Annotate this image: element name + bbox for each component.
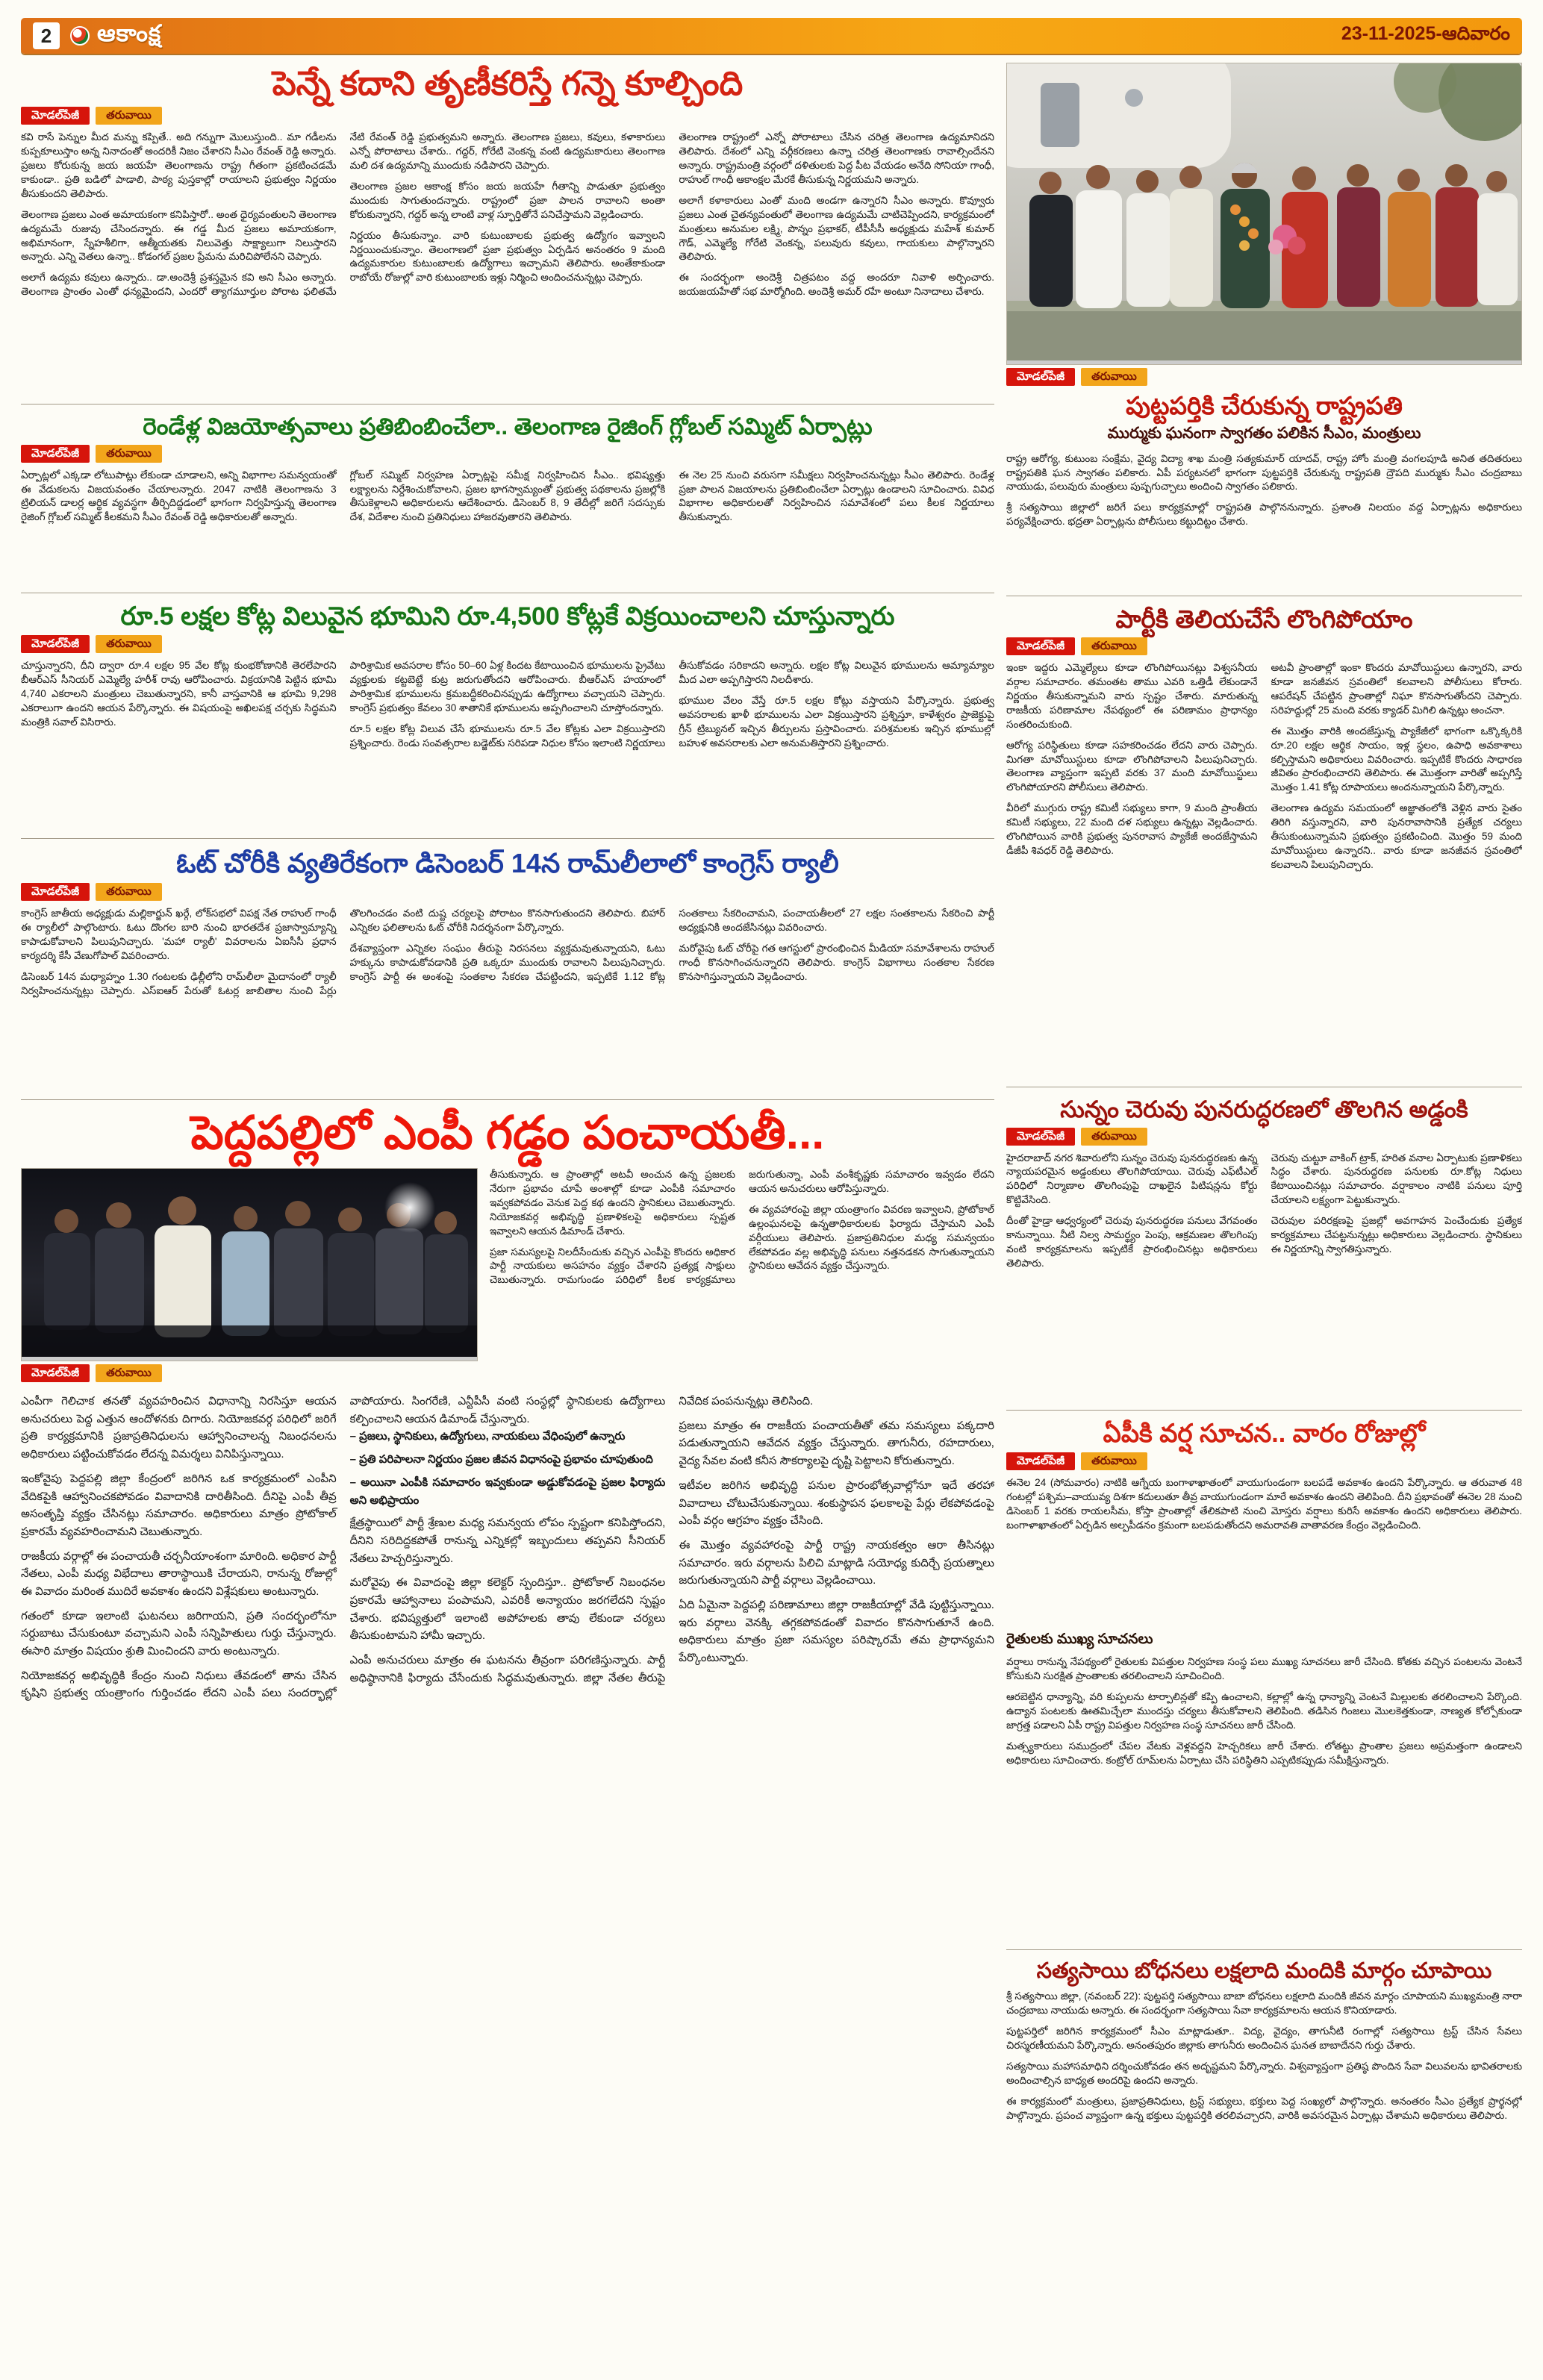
paragraph: ఈ మొత్తం వ్యవహారంపై పార్టీ రాష్ట్ర నాయకత్వం ఆరా తీసినట్లు సమాచారం. ఇరు వర్గాలను పిలిచి మాట్లాడి సయోధ్య కుదిర్చే ప్రయత్నాలు జరుగుతున్నాయని పార్టీ వర్గాలు వెల్లడించాయి.	[679, 1538, 994, 1587]
continuation-tag: తరువాయి	[96, 1364, 162, 1382]
paragraph: వీరిలో ముగ్గురు రాష్ట్ర కమిటీ సభ్యులు కాగా, 9 మంది ప్రాంతీయ కమిటీ సభ్యులు, 22 మంది దళ సభ్యులు ఉన్నట్లు వెల్లడించారు. లొంగిపోయిన వారికి ప్రభుత్వ పునరావాస ప్యాకేజీ అందజేస్తామని డీజీపీ శివధర్ రెడ్డి తెలిపారు.	[1006, 802, 1258, 856]
model-page-tag: మోడల్‌పేజీ	[21, 1364, 90, 1382]
article-land-sale	[21, 593, 994, 831]
paragraph: భూముల వేలం వేస్తే రూ.5 లక్షల కోట్లు వస్తాయని పేర్కొన్నారు. ప్రభుత్వ అవసరాలకు ఖాళీ భూములను ఎలా విక్రయిస్తారని ప్రశ్నిస్తూ, కాళేశ్వరం ప్రాజెక్టుపై గ్రీన్ ట్రిబ్యునల్ ఇచ్చిన తీర్పులను ప్రస్తావించారు. పరిశ్రమలకు ఇచ్చిన భూముల్లో బహుళ అవసరాలకు ఎలా అనుమతిస్తారని ప్రశ్నించారు.	[679, 695, 994, 749]
paragraph: పుట్టపర్తిలో జరిగిన కార్యక్రమంలో సీఎం మాట్లాడుతూ.. విద్య, వైద్యం, తాగునీటి రంగాల్లో సత్యసాయి ట్రస్ట్ చేసిన సేవలు చిరస్మరణీయమని పేర్కొన్నారు. అనంతపురం జిల్లాకు తాగునీరు అందించిన ఘనత బాబాదేనని గుర్తు చేశారు.	[1006, 2026, 1522, 2052]
paragraph: అలాగే కళాకారులు ఎంతో మంది అండగా ఉన్నారని సీఎం అన్నారు. కొవ్వూరు ప్రజలు ఎంత చైతన్యవంతులో తెలంగాణ ఉద్యమమే చాటిచెప్పిందని, కార్యక్రమంలో మంత్రులు అనుమల లక్ష్మి, పొన్నం ప్రభాకర్, టీపీసీసీ అధ్యక్షుడు మహేశ్ కుమార్ గౌడ్, ఎమ్మెల్యే గోరేటి వెంకన్న, పలువురు కవులు, గాయకులు పాల్గొన్నారని తెలిపారు.	[679, 194, 994, 263]
rising-body	[21, 469, 994, 585]
continuation-tag: తరువాయి	[96, 635, 162, 653]
paragraph: ప్రజా సమస్యలపై నిలదీసేందుకు వచ్చిన ఎంపీపై కొందరు అధికార పార్టీ నాయకులు అసహనం వ్యక్తం చేశారని ప్రత్యక్ష సాక్షులు చెబుతున్నారు. రామగుండం పరిధిలో కీలక కార్యక్రమాలు జరుగుతున్నా, ఎంపీ వంశీకృష్ణకు సమాచారం ఇవ్వడం లేదని ఆయన అనుచరులు ఆరోపిస్తున్నారు.	[490, 1169, 994, 1286]
article-peddapalli	[21, 1099, 994, 2355]
paragraph: దీంతో హైడ్రా ఆధ్వర్యంలో చెరువు పునరుద్ధరణ పనులు వేగవంతం కానున్నాయి. నీటి నిల్వ సామర్థ్యం పెంపు, ఆక్రమణల తొలగింపు వంటి కార్యక్రమాలను ఇప్పటికే ప్రారంభించినట్లు అధికారులు తెలిపారు.	[1006, 1215, 1258, 1269]
paragraph: మత్స్యకారులు సముద్రంలో చేపల వేటకు వెళ్లవద్దని హెచ్చరికలు జారీ చేశారు. లోతట్టు ప్రాంతాల ప్రజలు అప్రమత్తంగా ఉండాలని అధికారులు సూచించారు. కంట్రోల్ రూమ్‌లను ఏర్పాటు చేసి పరిస్థితిని ఎప్పటికప్పుడు సమీక్షిస్తున్నారు.	[1006, 1740, 1522, 1766]
paragraph: అలాగే ఉద్యమ కవులు ఉన్నారు.. డా.అందెశ్రీ ప్రశస్తమైన కవి అని సీఎం అన్నారు. తెలంగాణ ప్రాంతం ఎంతో ధన్యమైందని, ఎందరో త్యాగమూర్తుల పోరాట ఫలితమే నేటి రేవంత్ రెడ్డి ప్రభుత్వమని అన్నారు. తెలంగాణ ప్రజలు, కవులు, కళాకారులు ఎన్నో పోరాటాలు చేశారు.. గద్దర్, గోరేటి వెంకన్న వంటి ఉద్యమకారులు తెలంగాణ మలి దశ ఉద్యమాన్ని ముందుకు నడిపారని చెప్పారు.	[21, 131, 666, 298]
rain-advice-body	[1006, 1655, 1522, 1942]
peddapalli-photo-block	[21, 1168, 478, 1388]
president-body	[1006, 452, 1522, 588]
article-surrender	[1006, 596, 1522, 1080]
continuation-tag: తరువాయి	[1081, 1128, 1147, 1146]
photo-byline	[1006, 368, 1522, 386]
edition-date: 23-11-2025-ఆదివారం	[1341, 22, 1510, 44]
article-rising-summit	[21, 404, 994, 584]
byline	[21, 107, 994, 125]
paragraph: పారిశ్రామిక అవసరాల కోసం 50–60 ఏళ్ల కిందట కేటాయించిన భూములను ప్రైవేటు వ్యక్తులకు కట్టబెట్టే కుట్ర జరుగుతోందని ఆరోపించారు. బీఆర్ఎస్ హయాంలో పారిశ్రామిక భూములను క్రమబద్ధీకరించినప్పుడు ఉద్యోగాలు వచ్చాయని చెప్పారు. కాంగ్రెస్ ప్రభుత్వం కేవలం 30 శాతానికే భూములను అప్పగించాలని చూస్తోందన్నారు.	[349, 660, 666, 714]
paragraph: తెలంగాణ ప్రజల ఆకాంక్ష కోసం జయ జయహే గీతాన్ని పాడుతూ ప్రభుత్వం ముందుకు సాగుతుందన్నారు. రాష్ట్రంలో ప్రజా పాలన రావాలని అంతా కోరుకున్నారని, గద్దర్ అన్న లాంటి వాళ్ల స్ఫూర్తితోనే పనిచేస్తామని వెల్లడించారు.	[349, 180, 666, 220]
surrender-headline: పార్టీకి తెలియచేసే లొంగిపోయాం	[1115, 605, 1413, 633]
model-page-tag: మోడల్‌పేజీ	[1006, 637, 1075, 655]
paragraph: దేశవ్యాప్తంగా ఎన్నికల సంఘం తీరుపై నిరసనలు వ్యక్తమవుతున్నాయని, ఓటు హక్కును కాపాడుకోవడానికి ప్రతి ఒక్కరూ ముందుకు రావాలని పిలుపునిచ్చారు. కాంగ్రెస్ పార్టీ ఈ అంశంపై సంతకాల సేకరణ చేపట్టిందని, ఇప్పటికే 1.12 కోట్ల సంతకాలు సేకరించామని, పంచాయతీలలో 27 లక్షల సంతకాలను సేకరించి పార్టీ అధ్యక్షునికి అందజేసినట్లు వివరించారు.	[349, 908, 994, 982]
peddapalli-side-body	[490, 1168, 994, 1383]
paragraph: ఈనెల 24 (సోమవారం) నాటికి ఆగ్నేయ బంగాళాఖాతంలో వాయుగుండంగా బలపడే అవకాశం ఉందని పేర్కొన్నారు. ఆ తరువాత 48 గంటల్లో పశ్చిమ–వాయువ్య దిశగా కదులుతూ తీవ్ర వాయుగుండంగా మారే అవకాశం ఉందని తెలిపింది. దీని ప్రభావంతో ఈనెల 28 నుంచి డిసెంబర్ 1 వరకు రాయలసీమ, కోస్తా ప్రాంతాల్లో తేలికపాటి నుంచి మోస్తరు వర్షాలు కురిసే అవకాశం ఉందని అధికారులు తెలిపారు. బంగాళాఖాతంలో ఏర్పడిన అల్పపీడనం క్రమంగా బలపడుతోందని అమరావతి వాతావరణ కేంద్రం వెల్లడించింది.	[1006, 1477, 1522, 1531]
peddapalli-bullet-points	[350, 1428, 666, 1509]
photo-president-welcome	[1006, 63, 1522, 365]
peddapalli-headline: పెద్దపల్లిలో ఎంపీ గడ్డం పంచాయతీ...	[190, 1108, 825, 1160]
continuation-tag: తరువాయి	[1081, 637, 1147, 655]
sathyasai-headline: సత్యసాయి బోధనలు లక్షలాది మందికి మార్గం చూపాయి	[1036, 1959, 1492, 1984]
byline	[1006, 1128, 1522, 1146]
paragraph: నియోజకవర్గ అభివృద్ధికి కేంద్రం నుంచి నిధులు తేవడంలో తాను చేసిన కృషిని ప్రభుత్వ యంత్రాంగం గుర్తించడం లేదని ఎంపీ పలు సందర్భాల్లో వాపోయారు. సింగరేణి, ఎన్టీపీసీ వంటి సంస్థల్లో స్థానికులకు ఉద్యోగాలు కల్పించాలని ఆయన డిమాండ్ చేస్తున్నారు.	[21, 1395, 666, 1700]
paragraph: రూ.5 లక్షల కోట్ల విలువ చేసే భూములను రూ.5 వేల కోట్లకు ఎలా విక్రయిస్తారని ప్రశ్నించారు. రెండు సంవత్సరాల బడ్జెట్‌కు సరిపడా నిధుల కోసం ఇలాంటి నిర్ణయాలు తీసుకోవడం సరికాదని అన్నారు. లక్షల కోట్ల విలువైన భూములను ఆమ్యామ్యాల మీద ఎలా అప్పగిస్తారని నిలదీశారు.	[349, 660, 994, 749]
byline	[1006, 1452, 1522, 1470]
land-body	[21, 659, 994, 831]
paragraph: హైదరాబాద్ నగర శివారులోని సున్నం చెరువు పునరుద్ధరణకు ఉన్న న్యాయపరమైన అడ్డంకులు తొలగిపోయాయి. చెరువు ఎఫ్‌టీఎల్ పరిధిలో నిర్మాణాల తొలగింపుపై దాఖలైన పిటిషన్లను కోర్టు కొట్టివేసింది.	[1006, 1152, 1258, 1206]
paragraph: చూస్తున్నారని, దీని ద్వారా రూ.4 లక్షల 95 వేల కోట్ల కుంభకోణానికి తెరలేపారని బీఆర్ఎస్ సీనియర్ ఎమ్మెల్యే హరీశ్ రావు ఆరోపించారు. విక్రయానికి పెట్టిన భూమి 4,740 ఎకరాలని మంత్రులు చెబుతున్నారని, కానీ వాస్తవానికి ఆ భూమి 9,298 ఎకరాలుగా ఉందని ఆయన పేర్కొన్నారు. ఈ విషయంపై అఖిలపక్ష చర్చకు సిద్ధమని మంత్రికి సవాల్ విసిరారు.	[21, 660, 337, 728]
article-main	[21, 64, 994, 396]
byline	[1006, 637, 1522, 655]
paragraph: ఇంకోవైపు పెద్దపల్లి జిల్లా కేంద్రంలో జరిగిన ఒక కార్యక్రమంలో ఎంపీని వేదికపైకి ఆహ్వానించకపోవడం వివాదానికి దారితీసింది. దీనిపై ఎంపీ తీవ్ర అసంతృప్తి వ్యక్తం చేసినట్లు సమాచారం. అధికారులు మాత్రం ప్రోటోకాల్ ప్రకారమే వ్యవహరించామని చెబుతున్నారు.	[21, 1472, 337, 1538]
paragraph: ఈ మొత్తం వారికి అందజేస్తున్న ప్యాకేజీలో భాగంగా ఒక్కొక్కరికి రూ.20 లక్షల ఆర్థిక సాయం, ఇళ్ల స్థలం, ఉపాధి అవకాశాలు కల్పిస్తామని అధికారులు వివరించారు. ఇప్పటికే కొందరు సాధారణ జీవితం ప్రారంభించారని తెలిపారు. ఈ మొత్తంగా వారితో అప్పగిస్తే మొత్తం 1.41 కోట్ల రూపాయలు అందనున్నాయని పేర్కొన్నారు.	[1271, 725, 1522, 793]
byline	[21, 445, 994, 463]
paragraph: తెలంగాణ రాష్ట్రంలో ఎన్నో పోరాటాలు చేసిన చరిత్ర తెలంగాణ ఉద్యమానిదని తెలిపారు. దేశంలో ఎన్ని వర్గీకరణలు ఉన్నా చరిత్ర తెలంగాణకు రావాల్సిందేనని అన్నారు. రాష్ట్రమంత్రి వర్గంలో దళితులకు పెద్ద పీట వేయడం అనేది సోనియా గాంధీ, రాహుల్ గాంధీ ఆకాంక్షల మేరకే తీసుకున్న నిర్ణయమని అన్నారు.	[679, 131, 994, 185]
newspaper-title: ఆకాంక్ష	[97, 19, 162, 46]
rain-headline: ఏపీకి వర్ష సూచన.. వారం రోజుల్లో	[1103, 1419, 1426, 1448]
president-subhead: ముర్ముకు ఘనంగా స్వాగతం పలికిన సీఎం, మంత్రులు	[1107, 424, 1421, 442]
paragraph: ఎంపీ అనుచరులు మాత్రం ఈ ఘటనను తీవ్రంగా పరిగణిస్తున్నారు. పార్టీ అధిష్ఠానానికి ఫిర్యాదు చేసేందుకు సిద్ధమవుతున్నారు. జిల్లా నేతల తీరుపై నివేదిక పంపనున్నట్లు తెలిసింది.	[349, 1395, 814, 1684]
model-page-tag: మోడల్‌పేజీ	[1006, 368, 1075, 386]
paragraph: అటవీ ప్రాంతాల్లో ఇంకా కొందరు మావోయిస్టులు ఉన్నారని, వారు కూడా జనజీవన స్రవంతిలో కలవాలని పోలీసులు కోరారు. ఆపరేషన్ చేపట్టిన ప్రాంతాల్లో నిఘా కొనసాగుతోందని చెప్పారు. సరిహద్దుల్లో 25 మంది వరకు క్యాడర్ మిగిలి ఉన్నట్లు అంచనా.	[1271, 662, 1522, 716]
paragraph: కవి రాసే పెన్నుల మీద మన్ను కప్పితే.. అది గన్నుగా మొలుస్తుంది.. మా గడీలను కుప్పకూలుస్తాం అన్న నినాదంతో అందరికీ నిజం చేశారని సీఎం రేవంత్ రెడ్డి అన్నారు. ప్రజలు కోరుకున్న జయ జయహే తెలంగాణను రాష్ట్ర గీతంగా ప్రకటించడమే కాకుండా.. ప్రతి బడిలో పాడాలి, పాఠ్య పుస్తకాల్లో రాయాలని ప్రభుత్వం నిర్ణయం తీసుకుందని తెలిపారు.	[21, 131, 337, 199]
continuation-tag: తరువాయి	[1081, 1452, 1147, 1470]
paragraph: సత్యసాయి మహాసమాధిని దర్శించుకోవడం తన అదృష్టమని పేర్కొన్నారు. విశ్వవ్యాప్తంగా ప్రతిష్ఠ పొందిన సేవా విలువలను భావితరాలకు అందించాల్సిన బాధ్యత అందరిపై ఉందని అన్నారు.	[1006, 2060, 1522, 2086]
paragraph: రాష్ట్ర ఆరోగ్య, కుటుంబ సంక్షేమ, వైద్య విద్యా శాఖ మంత్రి సత్యకుమార్ యాదవ్, రాష్ట్ర హోం మంత్రి వంగలపూడి అనిత తదితరులు రాష్ట్రపతికి ఘన స్వాగతం పలికారు. ఏపీ పర్యటనలో భాగంగా పుట్టపర్తికి చేరుకున్న రాష్ట్రపతి ద్రౌపది ముర్ముకు సీఎం చంద్రబాబు నాయుడు, పలువురు మంత్రులు పుష్పగుచ్ఛాలు అందించి స్వాగతం పలికారు.	[1006, 452, 1522, 493]
lake-headline: సున్నం చెరువు పునరుద్ధరణలో తొలగిన అడ్డంకి	[1060, 1096, 1468, 1123]
lake-body	[1006, 1152, 1522, 1402]
land-headline: రూ.5 లక్షల కోట్ల విలువైన భూమిని రూ.4,500 కోట్లకే విక్రయించాలని చూస్తున్నారు	[120, 602, 895, 631]
model-page-tag: మోడల్‌పేజీ	[21, 107, 90, 125]
sathyasai-body	[1006, 1990, 1522, 2282]
paragraph: తీసుకున్నారు. ఆ ప్రాంతాల్లో అటవీ అంచున ఉన్న ప్రజలకు నేరుగా ప్రభావం చూపే అంశాల్లో కూడా ఎంపీకి సమాచారం ఇవ్వకపోవడం వెనుక పెద్ద కథ ఉందని స్థానికులు చెబుతున్నారు. నియోజకవర్గ అభివృద్ధి ప్రణాళికలపై అధికారులు స్పష్టత ఇవ్వాలని ఆయన డిమాండ్ చేశారు.	[490, 1169, 735, 1237]
paragraph: శ్రీ సత్యసాయి జిల్లా, (నవంబర్ 22): పుట్టపర్తి సత్యసాయి బాబా బోధనలు లక్షలాది మందికి జీవన మార్గం చూపాయని ముఖ్యమంత్రి నారా చంద్రబాబు నాయుడు అన్నారు. ఈ సందర్భంగా సత్యసాయి సేవా కార్యక్రమాలను ఆయన కొనియాడారు.	[1006, 1990, 1522, 2017]
page-content	[21, 63, 1522, 2363]
article-lake-restoration	[1006, 1087, 1522, 1402]
president-headline: పుట్టపర్తికి చేరుకున్న రాష్ట్రపతి	[1126, 392, 1403, 419]
paragraph: ప్రజలు మాత్రం ఈ రాజకీయ పంచాయతీతో తమ సమస్యలు పక్కదారి పడుతున్నాయని ఆవేదన వ్యక్తం చేస్తున్నారు. తాగునీరు, రహదారులు, వైద్య సేవల వంటి కనీస సౌకర్యాలపై దృష్టి పెట్టాలని కోరుతున్నారు.	[679, 1419, 994, 1468]
model-page-tag: మోడల్‌పేజీ	[21, 635, 90, 653]
paragraph: – ప్రతి పరిపాలనా నిర్ణయం ప్రజల జీవన విధానంపై ప్రభావం చూపుతుంది	[349, 1453, 653, 1467]
article-president-arrival	[1006, 63, 1522, 588]
masthead-bar	[21, 18, 1522, 54]
paragraph: తెలంగాణ ప్రజలు ఎంత అమాయకంగా కనిపిస్తారో.. అంత ధైర్యవంతులని తెలంగాణ ఉద్యమమే రుజువు చేసిందన్నారు. ఈ గడ్డ మీద ప్రజలు అమాయకంగా, అభిమానంగా, స్నేహశీలిగా, ఆత్మీయతకు నిలువెత్తు సాక్ష్యాలుగా నిలుస్తారని అన్నారు. ఎన్ని వెతలు ఉన్నా.. కోడంగల్ ప్రజల ప్రేమను మరిచిపోలేనని చెప్పారు.	[21, 208, 337, 263]
paragraph: చెరువు చుట్టూ వాకింగ్ ట్రాక్, హరిత వనాల ఏర్పాటుకు ప్రణాళికలు సిద్ధం చేశారు. పునరుద్ధరణ పనులకు రూ.కోట్ల నిధులు కేటాయించినట్లు సమాచారం. వర్షాకాలం నాటికి పనులు పూర్తి చేయాలని లక్ష్యంగా పెట్టుకున్నారు.	[1271, 1152, 1522, 1206]
paragraph: ఆరబెట్టిన ధాన్యాన్ని, వరి కుప్పలను టార్పాలిన్లతో కప్పి ఉంచాలని, కల్లాల్లో ఉన్న ధాన్యాన్ని వెంటనే మిల్లులకు తరలించాలని పేర్కొంది. ఉద్యాన పంటలకు ఊతమిచ్చేలా ముందస్తు చర్యలు తీసుకోవాలని తెలిపింది. తడిసిన గింజలు మొలకెత్తకుండా, నాణ్యత కోల్పోకుండా జాగ్రత్త పడాలని ఏపీ రాష్ట్ర విపత్తుల నిర్వహణ సంస్థ సూచనలు జారీ చేసింది.	[1006, 1691, 1522, 1731]
surrender-body	[1006, 661, 1522, 1079]
paragraph: ఏర్పాట్లలో ఎక్కడా లోటుపాట్లు లేకుండా చూడాలని, అన్ని విభాగాల సమన్వయంతో ఈ వేడుకలను విజయవంతం చేయాలన్నారు. 2047 నాటికి తెలంగాణను 3 ట్రిలియన్ డాలర్ల ఆర్థిక వ్యవస్థగా తీర్చిదిద్దడంలో భాగంగా నిర్వహిస్తున్న తెలంగాణ రైజింగ్ గ్లోబల్ సమ్మిట్ కీలకమని సీఎం రేవంత్ రెడ్డి అధికారులతో అన్నారు.	[21, 469, 337, 523]
photo-byline	[21, 1364, 478, 1382]
paragraph: ఇటీవల జరిగిన అభివృద్ధి పనుల ప్రారంభోత్సవాల్లోనూ ఇదే తరహా వివాదాలు చోటుచేసుకున్నాయి. శంకుస్థాపన ఫలకాలపై పేర్లు లేకపోవడంపై ఎంపీ వర్గం ఆగ్రహం వ్యక్తం చేసింది.	[679, 1478, 994, 1528]
paragraph: ఇంకా ఇద్దరు ఎమ్మెల్యేలు కూడా లొంగిపోయినట్లు విశ్వసనీయ వర్గాల సమాచారం. తమంతట తాము ఎవరి ఒత్తిడీ లేకుండానే నిర్ణయం తీసుకున్నామని వారు స్పష్టం చేశారు. మారుతున్న రాజకీయ పరిణామాల నేపథ్యంలో ఈ పరిణామం ప్రాధాన్యం సంతరించుకుంది.	[1006, 662, 1258, 730]
paragraph: డిసెంబర్ 14న మధ్యాహ్నం 1.30 గంటలకు ఢిల్లీలోని రామ్‌లీలా మైదానంలో ర్యాలీ నిర్వహించనున్నట్లు చెప్పారు. ఎస్ఐఆర్ పేరుతో ఓటర్ల జాబితాల నుంచి పేర్లు తొలగించడం వంటి దుష్ట చర్యలపై పోరాటం కొనసాగుతుందని తెలిపారు. బిహార్ ఎన్నికల ఫలితాలను ఓట్ చోరీకి నిదర్శనంగా పేర్కొన్నారు.	[21, 908, 666, 996]
paragraph: ఈ నెల 25 నుంచి వరుసగా సమీక్షలు నిర్వహించనున్నట్లు సీఎం తెలిపారు. రెండేళ్ల ప్రజా పాలన విజయాలను ప్రతిబింబించేలా ఏర్పాట్లు ఉండాలని సూచించారు. వివిధ విభాగాల అధికారులతో నిర్వహించిన సమావేశంలో పలు కీలక నిర్ణయాలు తీసుకున్నారు.	[679, 469, 994, 523]
model-page-tag: మోడల్‌పేజీ	[1006, 1452, 1075, 1470]
rising-headline: రెండేళ్ల విజయోత్సవాలు ప్రతిబింబించేలా.. తెలంగాణ రైజింగ్ గ్లోబల్ సమ్మిట్ ఏర్పాట్లు	[143, 413, 873, 440]
continuation-tag: తరువాయి	[96, 107, 162, 125]
continuation-tag: తరువాయి	[1081, 368, 1147, 386]
byline	[21, 635, 994, 653]
paragraph: తెలంగాణ ఉద్యమ సమయంలో అజ్ఞాతంలోకి వెళ్లిన వారు సైతం తిరిగి వస్తున్నారని, వారి పునరావాసానికి ప్రత్యేక చర్యలు తీసుకుంటున్నామని ప్రభుత్వం ప్రకటించింది. మొత్తం 59 మంది మావోయిస్టులు ఉన్నారని.. వారు కూడా జనజీవన స్రవంతిలో కలవాలని పిలుపునిచ్చారు.	[1271, 802, 1522, 870]
model-page-tag: మోడల్‌పేజీ	[21, 445, 90, 463]
paragraph: శ్రీ సత్యసాయి జిల్లాలో జరిగే పలు కార్యక్రమాల్లో రాష్ట్రపతి పాల్గొననున్నారు. ప్రశాంతి నిలయం వద్ద ఏర్పాట్లను అధికారులు పర్యవేక్షించారు. భద్రతా ఏర్పాట్లను పోలీసులు కట్టుదిట్టం చేశారు.	[1006, 502, 1522, 528]
paragraph: నిర్ణయం తీసుకున్నాం. వారి కుటుంబాలకు ప్రభుత్వ ఉద్యోగం ఇవ్వాలని నిర్ణయించుకున్నాం. తెలంగాణలో ప్రజా ప్రభుత్వం ఏర్పడిన అనంతరం 9 మంది ఉద్యమకారుల కుటుంబాలకు ఉద్యోగాలు ఇచ్చామని తెలిపారు. అంతేకాకుండా రాబోయే రోజుల్లో వారి కుటుంబాలకు ఇళ్లు నిర్మించి అందించనున్నట్లు చెప్పారు.	[349, 229, 666, 284]
article-rain-forecast	[1006, 1410, 1522, 1943]
main-headline: పెన్నే కదాని తృణీకరిస్తే గన్నె కూల్చింది	[272, 64, 744, 102]
paragraph: గ్లోబల్ సమ్మిట్ నిర్వహణ ఏర్పాట్లపై సమీక్ష నిర్వహించిన సీఎం.. భవిష్యత్తు లక్ష్యాలను నిర్దేశించుకోవాలని, ప్రజల భాగస్వామ్యంతో ప్రభుత్వ పథకాలను ప్రజల్లోకి తీసుకెళ్లాలని అధికారులను ఆదేశించారు. డిసెంబర్ 8, 9 తేదీల్లో జరిగే సదస్సుకు దేశ, విదేశాల నుంచి ప్రతినిధులు హాజరవుతారని తెలిపారు.	[349, 469, 666, 523]
paragraph: క్షేత్రస్థాయిలో పార్టీ శ్రేణుల మధ్య సమన్వయ లోపం స్పష్టంగా కనిపిస్తోందని, దీనిని సరిదిద్దకపోతే రానున్న ఎన్నికల్లో ఇబ్బందులు తప్పవని సీనియర్ నేతలు హెచ్చరిస్తున్నారు.	[349, 1517, 666, 1565]
paragraph: – అయినా ఎంపీకి సమాచారం ఇవ్వకుండా అడ్డుకోవడంపై ప్రజల ఫిర్యాదు అని అభిప్రాయం	[349, 1475, 666, 1507]
paragraph: గతంలో కూడా ఇలాంటి ఘటనలు జరిగాయని, ప్రతి సందర్భంలోనూ సర్దుబాటు చేసుకుంటూ వచ్చామని ఎంపీ సన్నిహితులు గుర్తు చేస్తున్నారు. ఈసారి మాత్రం విషయం శ్రుతి మించిందని వారు అంటున్నారు.	[21, 1609, 337, 1658]
main-body	[21, 131, 994, 396]
rain-intro-body	[1006, 1476, 1522, 1625]
model-page-tag: మోడల్‌పేజీ	[21, 883, 90, 901]
article-sathyasai	[1006, 1949, 1522, 2282]
paragraph: ఈ సందర్భంగా అందెశ్రీ చిత్రపటం వద్ద అందరూ నివాళి అర్పించారు. జయజయహేతో సభ మార్మోగింది. అందెశ్రీ అమర్ రహే అంటూ నినాదాలు చేశారు.	[679, 272, 994, 298]
peddapalli-lower-body	[21, 1393, 994, 2355]
continuation-tag: తరువాయి	[96, 445, 162, 463]
article-congress-rally	[21, 838, 994, 1092]
paragraph: – ప్రజలు, స్థానికులు, ఉద్యోగులు, నాయకులు వేధింపులో ఉన్నారు	[349, 1430, 626, 1443]
model-page-tag: మోడల్‌పేజీ	[1006, 1128, 1075, 1146]
paragraph: మరోవైపు ఓట్ చోరీపై గత ఆగస్టులో ప్రారంభించిన మీడియా సమావేశాలను రాహుల్ గాంధీ కొనసాగించనున్నారని తెలిపారు. కాంగ్రెస్ విభాగాలు సంతకాల సేకరణ కొనసాగిస్తున్నాయని వెల్లడించారు.	[679, 943, 994, 982]
page-number: 2	[33, 22, 60, 49]
paragraph: ఆరోగ్య పరిస్థితులు కూడా సహకరించడం లేదని వారు చెప్పారు. మిగతా మావోయిస్టులు కూడా లొంగిపోవాలని పిలుపునిచ్చారు. తెలంగాణ వ్యాప్తంగా ఇప్పటి వరకు 37 మంది మావోయిస్టులు లొంగిపోయారని పోలీసులు తెలిపారు.	[1006, 739, 1258, 793]
paragraph: ఈ వ్యవహారంపై జిల్లా యంత్రాంగం వివరణ ఇవ్వాలని, ప్రోటోకాల్ ఉల్లంఘనలపై ఉన్నతాధికారులకు ఫిర్యాదు చేస్తామని ఎంపీ వర్గీయులు తెలిపారు. ప్రజాప్రతినిధుల మధ్య సమన్వయం లేకపోవడం వల్ల అభివృద్ధి పనులు నత్తనడకన సాగుతున్నాయని స్థానికులు ఆవేదన వ్యక్తం చేస్తున్నారు.	[749, 1203, 994, 1272]
paragraph: రాజకీయ వర్గాల్లో ఈ పంచాయతీ చర్చనీయాంశంగా మారింది. అధికార పార్టీ నేతలు, ఎంపీ మధ్య విభేదాలు తారాస్థాయికి చేరాయని, రానున్న రోజుల్లో ఈ వివాదం మరింత ముదిరే అవకాశం ఉందని విశ్లేషకులు అంటున్నారు.	[21, 1549, 337, 1598]
paragraph: ఏది ఏమైనా పెద్దపల్లి పరిణామాలు జిల్లా రాజకీయాల్లో వేడి పుట్టిస్తున్నాయి. ఇరు వర్గాలు వెనక్కి తగ్గకపోవడంతో వివాదం కొనసాగుతూనే ఉంది. అధికారులు మాత్రం ప్రజా సమస్యల పరిష్కారమే తమ ప్రాధాన్యమని పేర్కొంటున్నారు.	[679, 1598, 994, 1665]
paragraph: చెరువుల పరిరక్షణపై ప్రజల్లో అవగాహన పెంచేందుకు ప్రత్యేక కార్యక్రమాలు చేపట్టనున్నట్లు అధికారులు వెల్లడించారు. స్థానికులు ఈ నిర్ణయాన్ని స్వాగతిస్తున్నారు.	[1271, 1215, 1522, 1255]
masthead-emblem-icon	[70, 26, 90, 46]
paragraph: కాంగ్రెస్ జాతీయ అధ్యక్షుడు మల్లికార్జున్ ఖర్గే, లోక్‌సభలో విపక్ష నేత రాహుల్ గాంధీ ఈ ర్యాలీలో పాల్గొంటారు. ఓటు దొంగల బారి నుంచి భారతదేశ ప్రజాస్వామ్యాన్ని కాపాడుకోవాలని పిలుపునిచ్చారు. 'మహా ర్యాలీ' వివరాలను ఏఐసీసీ ప్రధాన కార్యదర్శి కేసీ వేణుగోపాల్ వివరించారు.	[21, 908, 337, 962]
rally-headline: ఓట్ చోరీకి వ్యతిరేకంగా డిసెంబర్ 14న రామ్‌లీలాలో కాంగ్రెస్ ర్యాలీ	[176, 848, 839, 879]
continuation-tag: తరువాయి	[96, 883, 162, 901]
paragraph: మరోవైపు ఈ వివాదంపై జిల్లా కలెక్టర్ స్పందిస్తూ.. ప్రోటోకాల్ నిబంధనల ప్రకారమే ఆహ్వానాలు పంపామని, ఎవరికీ అన్యాయం జరగలేదని స్పష్టం చేశారు. భవిష్యత్తులో ఇలాంటి అపోహలకు తావు లేకుండా చర్యలు తీసుకుంటామని హామీ ఇచ్చారు.	[349, 1576, 666, 1643]
left-column	[21, 63, 994, 2363]
right-column	[1006, 63, 1522, 2363]
paragraph: వర్షాలు రానున్న నేపథ్యంలో రైతులకు విపత్తుల నిర్వహణ సంస్థ పలు ముఖ్య సూచనలు జారీ చేసింది. కోతకు వచ్చిన పంటలను వెంటనే కోసుకుని సురక్షిత ప్రాంతాలకు తరలించాలని సూచించింది.	[1006, 1656, 1522, 1682]
peddapalli-photo-row	[21, 1168, 994, 1388]
paragraph: ఈ కార్యక్రమంలో మంత్రులు, ప్రజాప్రతినిధులు, ట్రస్ట్ సభ్యులు, భక్తులు పెద్ద సంఖ్యలో పాల్గొన్నారు. అనంతరం సీఎం ప్రత్యేక ప్రార్థనల్లో పాల్గొన్నారు. ప్రపంచ వ్యాప్తంగా ఉన్న భక్తులు పుట్టపర్తికి తరలివచ్చారని, వారికి అవసరమైన ఏర్పాట్లు చేశామని అధికారులు తెలిపారు.	[1006, 2095, 1522, 2121]
byline	[21, 883, 994, 901]
paragraph: ఎంపీగా గెలిచాక తనతో వ్యవహరించిన విధానాన్ని నిరసిస్తూ ఆయన అనుచరులు పెద్ద ఎత్తున ఆందోళనకు దిగారు. నియోజకవర్గ పరిధిలో జరిగే ప్రతి కార్యక్రమానికి ప్రజాప్రతినిధులను ఆహ్వానించాలన్న నిబంధనలను అధికారులు పట్టించుకోవడం లేదన్న విమర్శలు వినిపిస్తున్నాయి.	[21, 1395, 337, 1461]
photo-mp-night-meeting	[21, 1168, 478, 1361]
rally-body	[21, 907, 994, 1092]
rain-advice-subhead: రైతులకు ముఖ్య సూచనలు	[1006, 1631, 1153, 1648]
